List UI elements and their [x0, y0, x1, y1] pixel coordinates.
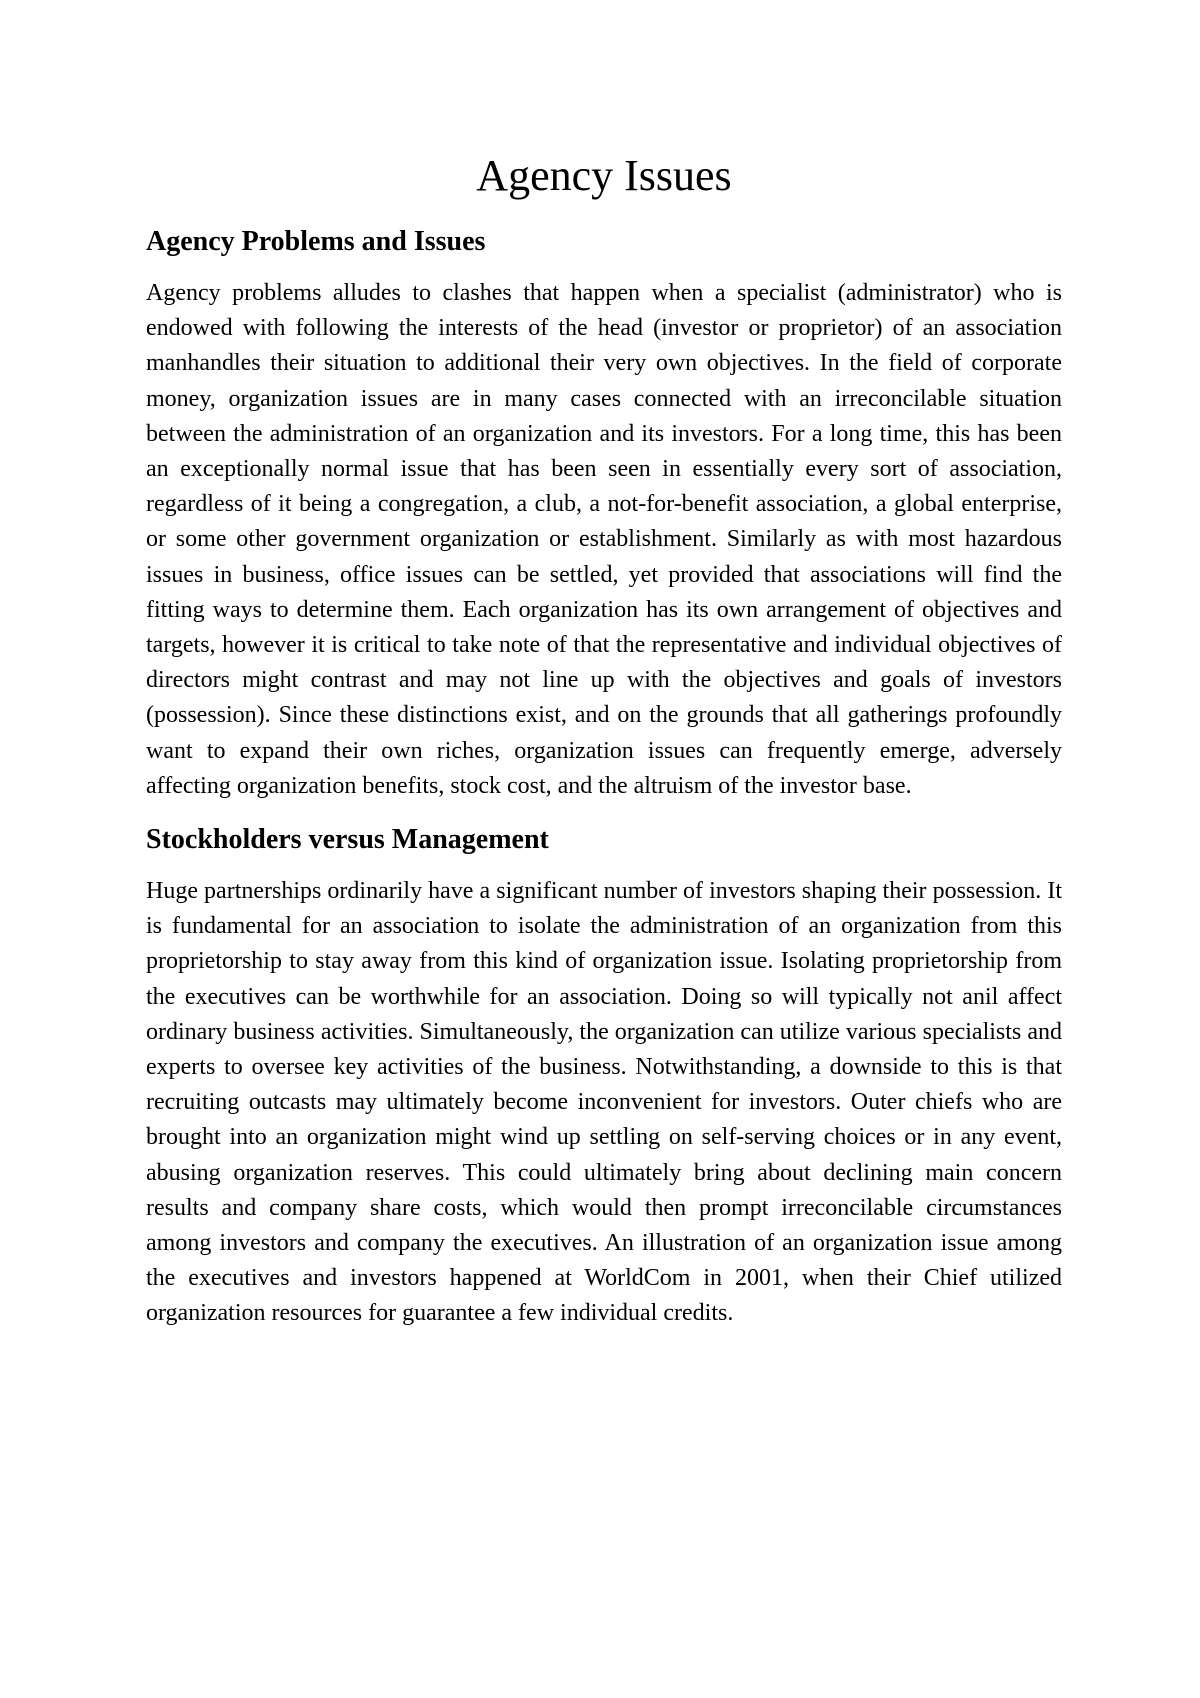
section-heading-agency-problems: Agency Problems and Issues: [146, 226, 486, 257]
section-paragraph-agency-problems: Agency problems alludes to clashes that happen when a specialist (administrator) who is endowed with following the interests of the head (investor or proprietor) of an association manhandles their situation to additional their very own objectives. In the field of corporate money, organization issues are in many cases connected with an irreconcilable situation between the administration of an organization and its investors. For a long time, this has been an exceptionally normal issue that has been seen in essentially every sort of association, regardless of it being a congregation, a club, a not-for-benefit association, a global enterprise, or some other government organization or establishment. Similarly as with most hazardous issues in business, office issues can be settled, yet provided that associations will find the fitting ways to determine them. Each organization has its own arrangement of objectives and targets, however it is critical to take note of that the representative and individual objectives of directors might contrast and may not line up with the objectives and goals of investors (possession). Since these distinctions exist, and on the grounds that all gatherings profoundly want to expand their own riches, organization issues can frequently emerge, adversely affecting organization benefits, stock cost, and the altruism of the investor base.: [146, 280, 1062, 799]
document-body: [146, 150, 1062, 1332]
section-paragraph-stockholders-management: Huge partnerships ordinarily have a significant number of investors shaping their possession. It is fundamental for an association to isolate the administration of an organization from this proprietorship to stay away from this kind of organization issue. Isolating proprietorship from the executives can be worthwhile for an association. Doing so will typically not anil affect ordinary business activities. Simultaneously, the organization can utilize various specialists and experts to oversee key activities of the business. Notwithstanding, a downside to this is that recruiting outcasts may ultimately become inconvenient for investors. Outer chiefs who are brought into an organization might wind up settling on self-serving choices or in any event, abusing organization reserves. This could ultimately bring about declining main concern results and company share costs, which would then prompt irreconcilable circumstances among investors and company the executives. An illustration of an organization issue among the executives and investors happened at WorldCom in 2001, when their Chief utilized organization resources for guarantee a few individual credits.: [146, 878, 1062, 1327]
section-heading-stockholders-management: Stockholders versus Management: [146, 824, 549, 856]
document-title: Agency Issues: [476, 151, 732, 200]
